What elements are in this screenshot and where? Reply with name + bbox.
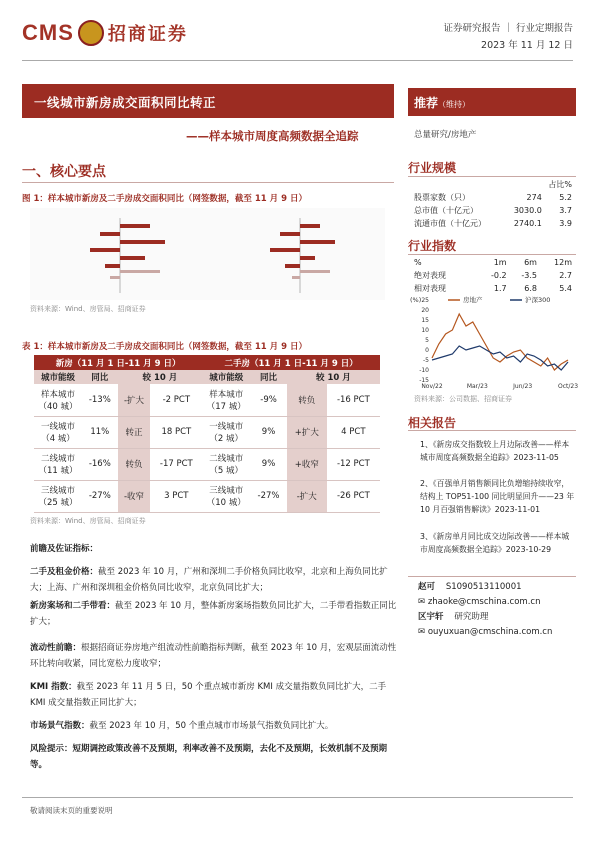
chart-ytick: 25	[421, 297, 429, 304]
legend-label: 沪深300	[525, 296, 551, 304]
para-label: KMI 指数：	[30, 682, 77, 692]
cell-tier: 一线城市（2 城）	[202, 416, 250, 448]
author-name: 赵可	[418, 582, 436, 592]
paragraph	[30, 640, 400, 672]
rating-box	[408, 88, 576, 116]
index-val: 6.8	[524, 284, 537, 293]
basic-row	[414, 204, 572, 217]
basic-value: 274	[526, 193, 542, 202]
table-row	[34, 384, 380, 416]
figure-chart	[30, 208, 385, 300]
para-text: 截至 2023 年 10 月，50 个重点城市市场景气指数负同比扩大。	[89, 721, 334, 731]
cell-vs: -17 PCT	[150, 448, 202, 480]
basic-pct: 3.7	[559, 206, 572, 215]
table-row	[34, 480, 380, 512]
basic-value: 2740.1	[513, 219, 542, 228]
chart-ylabel: (%)	[410, 296, 422, 304]
basic-key: 股票家数（只）	[414, 193, 470, 202]
cell-tier: 二线城市（5 城）	[202, 448, 250, 480]
basic-head: 占比%	[548, 180, 572, 189]
report-title: 一线城市新房成交面积同比转正	[22, 84, 394, 118]
basic-value: 3030.0	[513, 206, 542, 215]
chart-xtick: Mar/23	[466, 383, 488, 390]
cell-tier: 三线城市（10 城）	[202, 480, 250, 512]
col-vs: 较 10 月	[118, 370, 203, 384]
author-email[interactable]: zhaoke@cmschina.com.cn	[427, 597, 541, 607]
table-row	[34, 416, 380, 448]
related-title: 相关报告	[408, 416, 457, 430]
basic-key: 流通市值（十亿元）	[414, 219, 486, 228]
chart-xtick: Nov/22	[421, 383, 443, 390]
table-caption: 表 1：样本城市新房及二手房成交面积同比（网签数据，截至 11 月 9 日）	[22, 342, 307, 352]
table-row	[34, 448, 380, 480]
section-heading: 一、核心要点	[22, 164, 106, 180]
index-head: 1m	[493, 258, 507, 267]
group-used-header: 二手房（11 月 1 日-11 月 9 日）	[202, 355, 380, 370]
index-line-chart	[408, 294, 579, 394]
cell-vs: 4 PCT	[327, 416, 380, 448]
chart-ytick: -5	[423, 357, 429, 364]
sidebar-divider	[408, 430, 576, 431]
basic-title: 行业规模	[408, 161, 457, 175]
cell-tier: 样本城市（40 城）	[34, 384, 82, 416]
col-vs: 较 10 月	[287, 370, 380, 384]
cell-yoy: -13%	[82, 384, 118, 416]
risk-warning	[30, 741, 400, 773]
related-item[interactable]: 3、《新房单月同比成交边际改善——样本城市周度高频数据全追踪》2023-10-29	[420, 532, 570, 554]
cell-tag: -扩大	[118, 384, 151, 416]
chart-ytick: 5	[425, 337, 429, 344]
index-title: 行业指数	[408, 239, 457, 253]
chart-ytick: 10	[421, 327, 429, 334]
sidebar-divider	[408, 254, 576, 255]
basic-pct: 5.2	[559, 193, 572, 202]
cell-tier: 三线城市（25 城）	[34, 480, 82, 512]
cell-vs: -16 PCT	[327, 384, 380, 416]
brand-logo-icon	[78, 20, 104, 46]
rating-note: （维持）	[438, 100, 471, 109]
paragraph	[30, 718, 400, 734]
col-tier: 城市能级	[34, 370, 82, 384]
index-head: %	[414, 258, 422, 267]
chart-ytick: -15	[419, 377, 429, 384]
para-label: 新房案场和二手带看：	[30, 601, 116, 611]
header-meta	[443, 20, 573, 54]
para-text: 根据招商证券房地产组流动性前瞻指标判断，截至 2023 年 10 月，宏观层面流动性环比转向收紧，同比宽松力度收窄；	[30, 643, 397, 669]
footer-divider	[22, 797, 573, 798]
category: 总量研究/房地产	[414, 130, 477, 140]
sidebar-divider	[408, 576, 576, 577]
col-yoy: 同比	[250, 370, 287, 384]
index-val: 5.4	[559, 284, 572, 293]
chart-xtick: Jun/23	[513, 383, 533, 390]
paragraph	[30, 679, 400, 711]
col-yoy: 同比	[82, 370, 118, 384]
figure-source: 资料来源：Wind、房管局、招商证券	[30, 305, 146, 313]
index-val: 2.7	[559, 271, 572, 280]
basic-table	[414, 178, 572, 230]
index-row	[414, 269, 572, 282]
basic-row	[414, 217, 572, 230]
para-text: 截至 2023 年 11 月 5 日，50 个重点城市新房 KMI 成交量指数负同比扩大，二手 KMI 成交量指数正同比扩大；	[30, 682, 387, 708]
cell-yoy: -9%	[250, 384, 287, 416]
col-tier: 城市能级	[202, 370, 250, 384]
author-name: 区宇轩	[418, 612, 444, 622]
footer-note: 敬请阅读末页的重要说明	[30, 806, 113, 815]
basic-row	[414, 191, 572, 204]
cell-yoy: 9%	[250, 416, 287, 448]
figure-caption: 图 1：样本城市新房及二手房成交面积同比（网签数据，截至 11 月 9 日）	[22, 194, 307, 204]
basic-pct: 3.9	[559, 219, 572, 228]
series-line-房地产	[432, 314, 568, 370]
para-text: 截至 2023 年 10 月，广州和深圳二手价格负同比收窄，北京和上海负同比扩大；上海、广州和深圳租金价格负同比收窄，北京负同比扩大；	[30, 567, 388, 593]
chart-ytick: -10	[419, 367, 429, 374]
cell-tag: +收窄	[287, 448, 327, 480]
cell-vs: -26 PCT	[327, 480, 380, 512]
chart-ytick: 0	[425, 347, 429, 354]
body-lead	[30, 541, 400, 557]
cell-tier: 二线城市（11 城）	[34, 448, 82, 480]
cell-tier: 一线城市（4 城）	[34, 416, 82, 448]
cell-tag: 转正	[118, 416, 151, 448]
cell-vs: 3 PCT	[150, 480, 202, 512]
author-email[interactable]: ouyuxuan@cmschina.com.cn	[427, 627, 553, 637]
brand-en: CMS	[22, 20, 74, 45]
cell-vs: -12 PCT	[327, 448, 380, 480]
para-label: 流动性前瞻：	[30, 643, 82, 653]
brand	[22, 20, 188, 46]
legend-label: 房地产	[463, 296, 483, 304]
index-key: 相对表现	[414, 284, 446, 293]
related-item[interactable]: 1、《新房成交指数较上月边际改善——样本城市周度高频数据全追踪》2023-11-05	[420, 440, 570, 462]
index-key: 绝对表现	[414, 271, 446, 280]
index-source: 资料来源：公司数据、招商证券	[414, 395, 512, 403]
section-divider	[22, 182, 394, 183]
related-item[interactable]: 2、《百强单月销售额同比负增缩持续收窄，结构上 TOP51-100 同比明显回升——23 年 10 月百强销售解读》2023-11-01	[420, 479, 575, 514]
cell-tag: +扩大	[287, 416, 327, 448]
risk-text: 风险提示：短期调控政策改善不及预期，利率改善不及预期，去化不及预期，长效机制不及预期等。	[30, 744, 388, 770]
data-table	[34, 355, 380, 513]
header-divider	[22, 60, 573, 61]
cell-tier: 样本城市（17 城）	[202, 384, 250, 416]
para-label: 二手及租金价格：	[30, 567, 99, 577]
chart-xtick: Oct/23	[557, 383, 579, 390]
rating-label: 推荐	[414, 96, 439, 110]
brand-cn: 招商证券	[107, 24, 188, 45]
paragraph	[30, 598, 400, 630]
table-source: 资料来源：Wind、房管局、招商证券	[30, 517, 146, 525]
para-text: 截至 2023 年 10 月，整体新房案场指数负同比扩大，二手带看指数正同比扩大；	[30, 601, 397, 627]
group-new-header: 新房（11 月 1 日-11 月 9 日）	[34, 355, 202, 370]
lead-label: 前瞻及佐证指标：	[30, 544, 99, 554]
para-label: 市场景气指数：	[30, 721, 90, 731]
author-role: 研究助理	[454, 612, 489, 622]
report-subtitle: ——样本城市周度高频数据全追踪	[186, 129, 359, 143]
basic-key: 总市值（十亿元）	[414, 206, 478, 215]
cell-tag: 转负	[118, 448, 151, 480]
cell-yoy: -27%	[82, 480, 118, 512]
index-val: 1.7	[493, 284, 507, 293]
report-date: 2023 年 11 月 12 日	[481, 40, 573, 51]
report-type: 证券研究报告 ｜ 行业定期报告	[443, 23, 573, 34]
index-val: -3.5	[521, 271, 537, 280]
author-id: S1090513110001	[445, 582, 522, 592]
cell-yoy: -27%	[250, 480, 287, 512]
author-block: 赵可 S1090513110001 ✉ zhaoke@cmschina.com.cn 区宇轩 研究助理 ✉ ouyuxuan@cmschina.com.cn	[418, 582, 553, 637]
cell-yoy: 11%	[82, 416, 118, 448]
chart-ytick: 20	[421, 307, 429, 314]
paragraph	[30, 564, 400, 596]
cell-yoy: -16%	[82, 448, 118, 480]
sidebar-divider	[408, 176, 576, 177]
cell-tag: 转负	[287, 384, 327, 416]
index-head: 12m	[554, 258, 572, 267]
cell-tag: -扩大	[287, 480, 327, 512]
cell-yoy: 9%	[250, 448, 287, 480]
cell-vs: -2 PCT	[150, 384, 202, 416]
index-table	[414, 256, 572, 295]
chart-ytick: 15	[421, 317, 429, 324]
cell-tag: -收窄	[118, 480, 151, 512]
index-val: -0.2	[491, 271, 507, 280]
cell-vs: 18 PCT	[150, 416, 202, 448]
index-head: 6m	[524, 258, 537, 267]
